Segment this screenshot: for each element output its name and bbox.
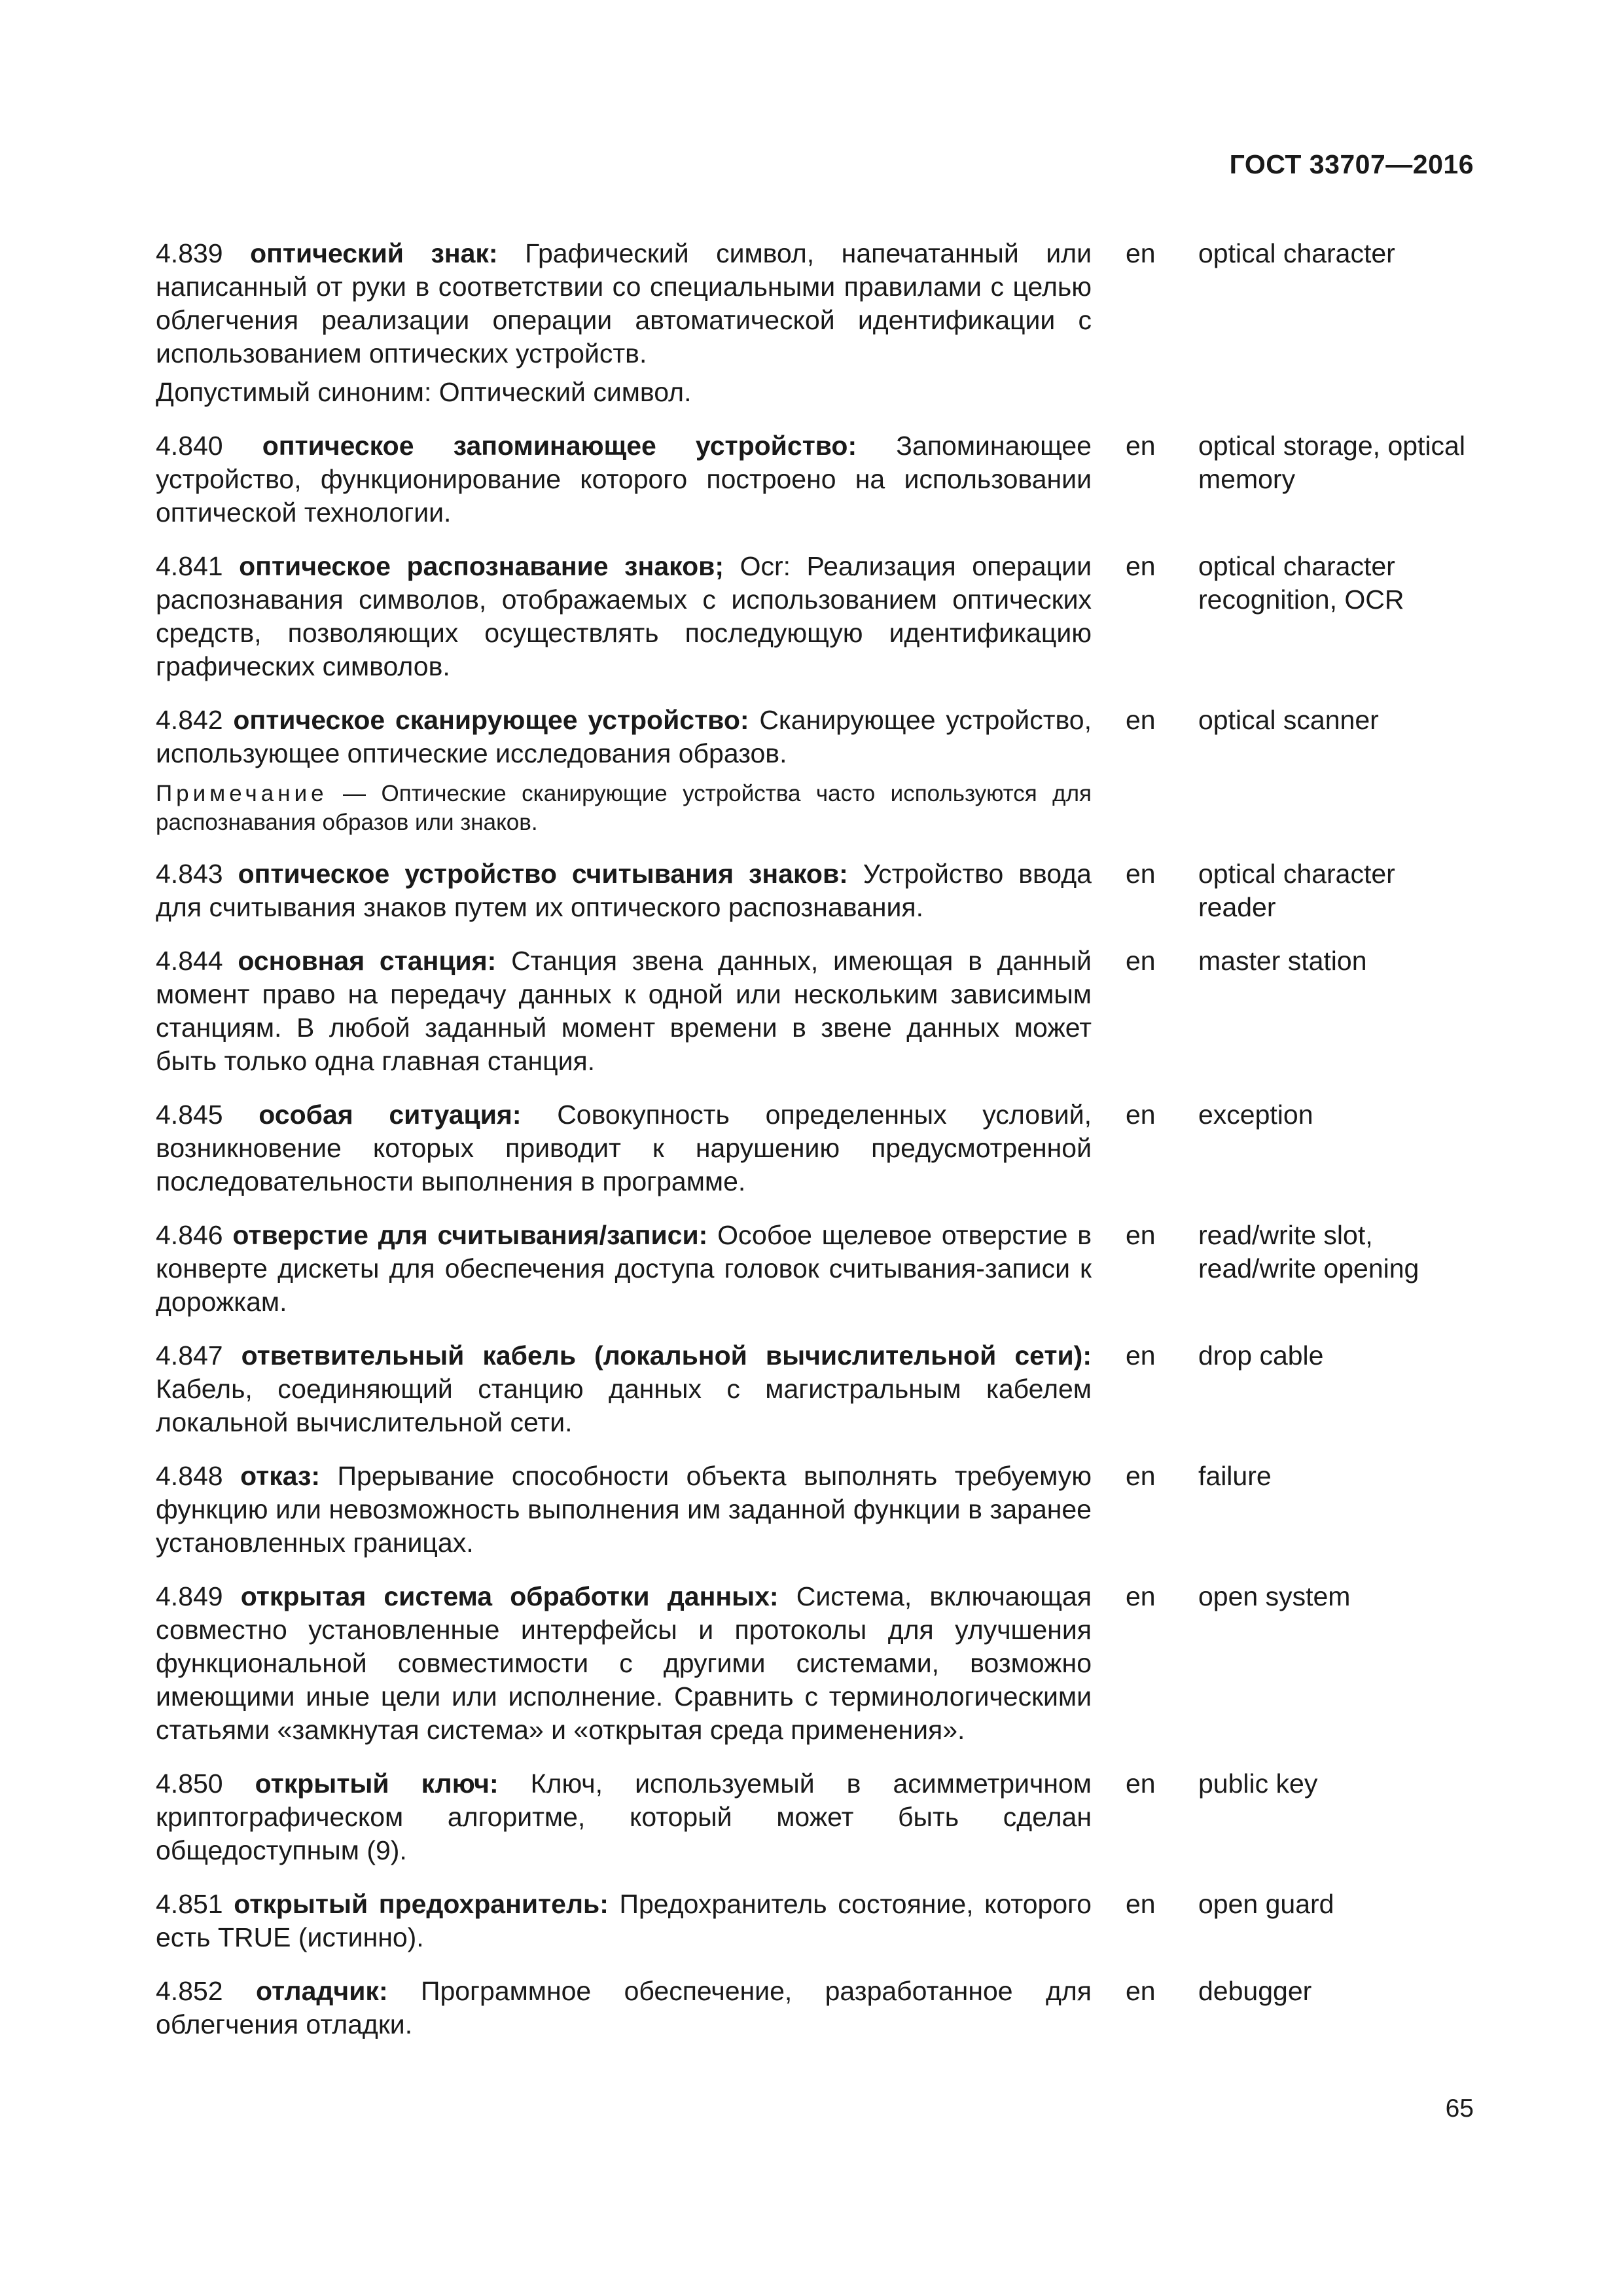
term-number: 4.839	[156, 238, 223, 268]
english-equivalent: optical character	[1198, 238, 1395, 268]
term-entry	[156, 1580, 1478, 1747]
term-number: 4.848	[156, 1461, 223, 1491]
language-code: en	[1126, 705, 1156, 735]
term-list	[156, 237, 1478, 2062]
term-paragraph	[156, 704, 1092, 770]
english-equivalent: optical character reader	[1198, 859, 1395, 922]
term-name: отверстие для считывания/записи:	[232, 1220, 708, 1250]
term-name: отказ:	[240, 1461, 321, 1491]
term-entry	[156, 1098, 1478, 1198]
english-equivalent: debugger	[1198, 1976, 1312, 2006]
term-entry	[156, 1339, 1478, 1439]
note-text: — Оптические сканирующие устройства часто используются для распознавания образов или знаков.	[156, 781, 1092, 835]
english-equivalent: failure	[1198, 1461, 1272, 1491]
term-entry	[156, 1888, 1478, 1954]
term-name: оптическое запоминающее устройство:	[262, 431, 857, 461]
term-definition-column	[156, 1339, 1092, 1439]
language-code: en	[1126, 946, 1156, 976]
language-code: en	[1126, 431, 1156, 461]
term-definition-column	[156, 1460, 1092, 1560]
term-note	[156, 780, 1092, 837]
term-definition-column	[156, 1219, 1092, 1319]
term-paragraph	[156, 857, 1092, 924]
term-entry	[156, 429, 1478, 529]
term-entry	[156, 704, 1478, 837]
term-name: оптическое устройство считывания знаков:	[238, 859, 848, 889]
term-name: открытый предохранитель:	[234, 1889, 609, 1919]
term-definition: Совокупность определенных условий, возникновение которых приводит к нарушению предусмотренной последовательности выполнения в программе.	[156, 1100, 1092, 1196]
term-definition: Особое щелевое отверстие в конверте дискеты для обеспечения доступа головок считывания-записи к дорожкам.	[156, 1220, 1092, 1317]
term-entry	[156, 1460, 1478, 1560]
term-name: оптическое распознавание знаков;	[239, 551, 724, 581]
term-number: 4.843	[156, 859, 223, 889]
term-name: оптический знак:	[250, 238, 498, 268]
term-paragraph	[156, 429, 1092, 529]
language-code: en	[1126, 859, 1156, 889]
term-definition: Сканирующее устройство, использующее оптические исследования образов.	[156, 705, 1092, 768]
term-paragraph	[156, 1975, 1092, 2041]
term-entry	[156, 1975, 1478, 2041]
term-entry	[156, 1219, 1478, 1319]
term-number: 4.840	[156, 431, 223, 461]
term-paragraph	[156, 237, 1092, 370]
language-code: en	[1126, 238, 1156, 268]
language-code: en	[1126, 1768, 1156, 1799]
term-name: особая ситуация:	[259, 1100, 522, 1130]
term-synonym: Допустимый синоним: Оптический символ.	[156, 377, 692, 407]
term-number: 4.847	[156, 1340, 223, 1371]
term-paragraph	[156, 1460, 1092, 1560]
english-equivalent: read/write slot, read/write opening	[1198, 1220, 1419, 1283]
term-number: 4.846	[156, 1220, 223, 1250]
term-definition: Предохранитель состояние, которого есть TRUE (истинно).	[156, 1889, 1092, 1952]
term-definition: Ключ, используемый в асимметричном криптографическом алгоритме, который может быть сделан общедоступным (9).	[156, 1768, 1092, 1865]
language-code: en	[1126, 1581, 1156, 1611]
language-code: en	[1126, 1889, 1156, 1919]
term-entry	[156, 550, 1478, 683]
term-name: открытая система обработки данных:	[240, 1581, 779, 1611]
term-definition: Графический символ, напечатанный или написанный от руки в соответствии со специальными правилами с целью облегчения реализации операции автоматической идентификации с использованием оптических устройств.	[156, 238, 1092, 368]
term-definition: Ocr: Реализация операции распознавания символов, отображаемых с использованием оптических средств, позволяющих осуществлять последующую идентификацию графических символов.	[156, 551, 1092, 681]
english-equivalent: optical storage, optical memory	[1198, 431, 1465, 494]
term-definition-column	[156, 1580, 1092, 1747]
term-name: ответвительный кабель (локальной вычислительной сети):	[241, 1340, 1092, 1371]
term-definition: Программное обеспечение, разработанное для облегчения отладки.	[156, 1976, 1092, 2039]
language-code: en	[1126, 1976, 1156, 2006]
term-paragraph	[156, 1767, 1092, 1867]
language-code: en	[1126, 551, 1156, 581]
english-equivalent: exception	[1198, 1100, 1313, 1130]
term-number: 4.845	[156, 1100, 223, 1130]
term-name: отладчик:	[255, 1976, 388, 2006]
english-equivalent: open system	[1198, 1581, 1351, 1611]
term-paragraph	[156, 1339, 1092, 1439]
language-code: en	[1126, 1220, 1156, 1250]
english-equivalent: master station	[1198, 946, 1367, 976]
term-definition: Кабель, соединяющий станцию данных с магистральным кабелем локальной вычислительной сети.	[156, 1374, 1092, 1437]
language-code: en	[1126, 1461, 1156, 1491]
term-paragraph	[156, 944, 1092, 1078]
term-definition: Устройство ввода для считывания знаков путем их оптического распознавания.	[156, 859, 1092, 922]
term-entry	[156, 944, 1478, 1078]
term-number: 4.850	[156, 1768, 223, 1799]
term-definition-column	[156, 704, 1092, 837]
term-definition-column	[156, 1975, 1092, 2041]
term-definition-column	[156, 1767, 1092, 1867]
term-entry	[156, 857, 1478, 924]
term-number: 4.842	[156, 705, 223, 735]
term-definition-column	[156, 857, 1092, 924]
page-number: 65	[1445, 2094, 1474, 2123]
english-equivalent: public key	[1198, 1768, 1318, 1799]
term-paragraph	[156, 1219, 1092, 1319]
language-code: en	[1126, 1340, 1156, 1371]
term-definition-column	[156, 429, 1092, 529]
english-equivalent: drop cable	[1198, 1340, 1324, 1371]
term-definition-column	[156, 1098, 1092, 1198]
term-number: 4.852	[156, 1976, 223, 2006]
note-label: Примечание	[156, 781, 328, 806]
term-paragraph	[156, 550, 1092, 683]
english-equivalent: open guard	[1198, 1889, 1334, 1919]
term-definition-column	[156, 237, 1092, 409]
term-entry	[156, 237, 1478, 409]
term-name: основная станция:	[238, 946, 497, 976]
document-header: ГОСТ 33707—2016	[1229, 149, 1474, 179]
term-definition-column	[156, 1888, 1092, 1954]
english-equivalent: optical character recognition, OCR	[1198, 551, 1404, 615]
term-definition-column	[156, 944, 1092, 1078]
term-name: оптическое сканирующее устройство:	[233, 705, 749, 735]
term-entry	[156, 1767, 1478, 1867]
term-name: открытый ключ:	[255, 1768, 499, 1799]
language-code: en	[1126, 1100, 1156, 1130]
term-definition: Система, включающая совместно установленные интерфейсы и протоколы для улучшения функциональной совместимости с другими системами, возможно имеющими иные цели или исполнение. Сравнить с терминологическими статьями «замкнутая система» и «открытая среда применения».	[156, 1581, 1092, 1745]
term-paragraph	[156, 1098, 1092, 1198]
term-paragraph	[156, 1888, 1092, 1954]
term-definition-column	[156, 550, 1092, 683]
term-definition: Станция звена данных, имеющая в данный момент право на передачу данных к одной или нескольким зависимым станциям. В любой заданный момент времени в звене данных может быть только одна главная станция.	[156, 946, 1092, 1076]
term-number: 4.844	[156, 946, 223, 976]
english-equivalent: optical scanner	[1198, 705, 1379, 735]
term-definition: Запоминающее устройство, функционирование которого построено на использовании оптической технологии.	[156, 431, 1092, 528]
term-number: 4.841	[156, 551, 223, 581]
term-definition: Прерывание способности объекта выполнять требуемую функцию или невозможность выполнения им заданной функции в заранее установленных границах.	[156, 1461, 1092, 1558]
term-number: 4.851	[156, 1889, 223, 1919]
term-number: 4.849	[156, 1581, 223, 1611]
term-paragraph	[156, 1580, 1092, 1747]
